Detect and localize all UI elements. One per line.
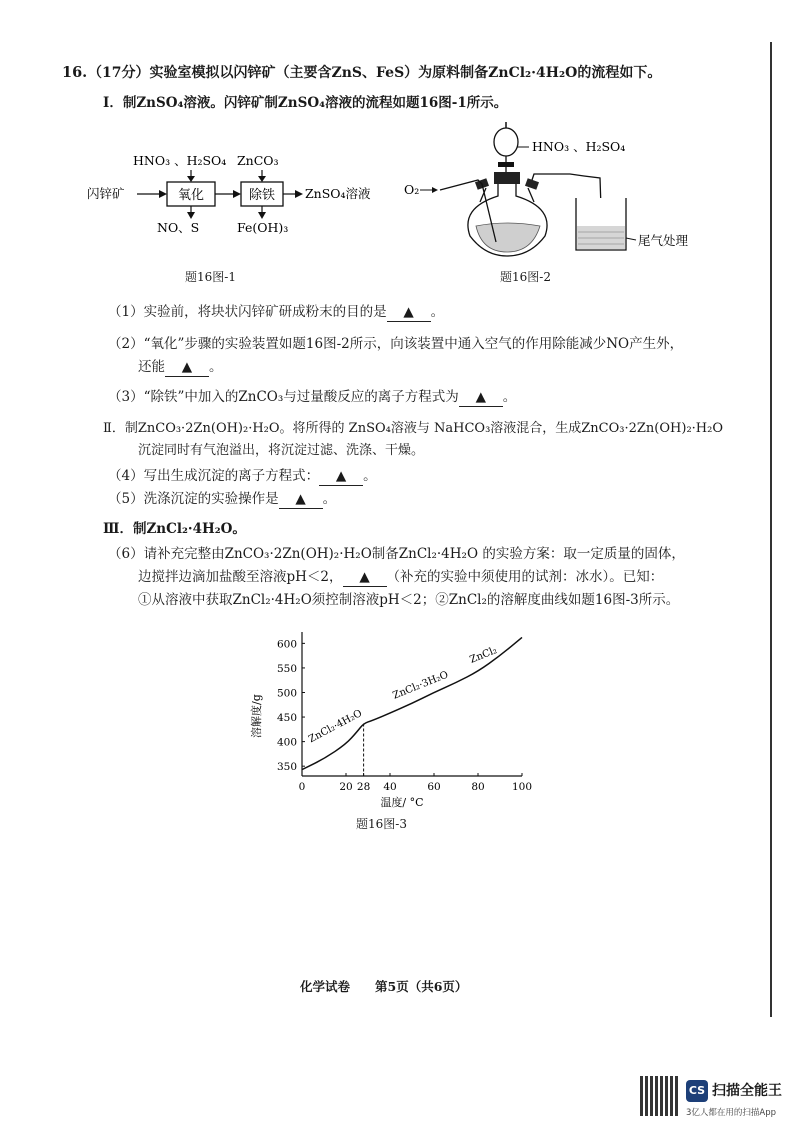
chart-x-tick-label: 60 (427, 781, 441, 793)
chart-annotation: ZnCl₂·3H₂O (391, 669, 450, 702)
chart-y-tick-label: 550 (276, 662, 297, 675)
part3-title: Ⅲ．制ZnCl₂·4H₂O。 (103, 521, 246, 537)
question-2-line2: 还能 ▲ 。 (138, 359, 223, 375)
flow-box-remove-fe-label: 除铁 (248, 188, 276, 203)
flow-input: 闪锌矿 (87, 186, 125, 201)
chart-annotation: ZnCl₂·4H₂O (307, 707, 365, 746)
chart-xlabel: 温度/ °C (380, 796, 424, 808)
flow-output: ZnSO₄溶液 (305, 186, 371, 201)
chart-x-tick-label: 28 (356, 781, 371, 793)
page-footer: 化学试卷 第5页（共6页） (300, 979, 468, 994)
chart-x-tick-label: 0 (298, 781, 306, 793)
chart-y-tick-label: 400 (276, 736, 297, 749)
question-1: （1）实验前，将块状闪锌矿研成粉末的目的是 ▲ 。 (108, 304, 445, 320)
figure3-caption: 题16图-3 (356, 817, 407, 831)
question-6-line2: 边搅拌边滴加盐酸至溶液pH＜2， ▲ （补充的实验中须使用的试剂：冰水）。已知： (138, 569, 664, 585)
question-header: （17分）实验室模拟以闪锌矿（主要含ZnS、FeS）为原料制备ZnCl₂·4H₂O的流程如下。 (88, 65, 662, 81)
apparatus-funnel-label: HNO₃ 、H₂SO₄ (532, 139, 626, 154)
solubility-chart (240, 628, 540, 808)
chart-y-tick-label: 600 (276, 638, 297, 651)
answer-blank-5[interactable]: ▲ (279, 490, 323, 509)
watermark-tagline: 3亿人都在用的扫描App (686, 1108, 777, 1118)
flow-byproduct-oxidize: NO、S (157, 220, 200, 235)
binding-margin-line (770, 42, 772, 1017)
part2-line2: 沉淀同时有气泡溢出，将沉淀过滤、洗涤、干燥。 (138, 443, 425, 458)
camscanner-logo-icon: CS (686, 1080, 708, 1102)
watermark-app-name: 扫描全能王 (712, 1083, 782, 1099)
tail-gas-beaker (576, 198, 626, 250)
figure2-caption: 题16图-2 (500, 270, 551, 284)
chart-y-tick-label: 500 (276, 687, 297, 700)
apparatus-figure (400, 118, 720, 258)
apparatus-tail-gas: 尾气处理 (638, 233, 689, 248)
figure1-caption: 题16图-1 (185, 270, 236, 284)
apparatus-gas-in: O₂ (404, 182, 420, 197)
answer-blank-2[interactable]: ▲ (165, 358, 209, 377)
flowchart-figure (85, 150, 405, 240)
three-neck-flask (468, 178, 547, 256)
chart-x-tick-label: 80 (471, 781, 485, 793)
question-number: 16. (62, 64, 88, 81)
answer-blank-4[interactable]: ▲ (319, 467, 363, 486)
chart-x-tick-label: 20 (339, 781, 353, 793)
chart-ylabel: 溶解度/g (250, 694, 263, 738)
question-4: （4）写出生成沉淀的离子方程式： ▲ 。 (108, 468, 377, 484)
part2-line1: Ⅱ．制ZnCO₃·2Zn(OH)₂·H₂O。将所得的 ZnSO₄溶液与 NaHCO₃溶液混合，生成ZnCO₃·2Zn(OH)₂·H₂O (103, 421, 723, 436)
qr-code-icon (640, 1076, 680, 1116)
answer-blank-6[interactable]: ▲ (343, 568, 387, 587)
flow-reagents-oxidize: HNO₃ 、H₂SO₄ (133, 153, 227, 168)
question-5: （5）洗涤沉淀的实验操作是 ▲ 。 (108, 491, 337, 507)
question-6-line3: ①从溶液中获取ZnCl₂·4H₂O须控制溶液pH＜2；②ZnCl₂的溶解度曲线如题16图-3所示。 (138, 592, 680, 608)
flow-byproduct-remove-fe: Fe(OH)₃ (237, 220, 289, 235)
chart-x-tick-label: 100 (511, 781, 533, 793)
question-2-line1: （2）“氧化”步骤的实验装置如题16图-2所示，向该装置中通入空气的作用除能减少NO产生外， (108, 336, 684, 352)
part1-title: Ⅰ．制ZnSO₄溶液。闪锌矿制ZnSO₄溶液的流程如题16图-1所示。 (103, 95, 508, 111)
question-6-line1: （6）请补充完整由ZnCO₃·2Zn(OH)₂·H₂O制备ZnCl₂·4H₂O 的实验方案：取一定质量的固体， (108, 546, 685, 562)
answer-blank-3[interactable]: ▲ (459, 388, 503, 407)
dropping-funnel (494, 122, 518, 176)
question-3: （3）“除铁”中加入的ZnCO₃与过量酸反应的离子方程式为 ▲ 。 (108, 389, 517, 405)
flow-reagent-remove-fe: ZnCO₃ (237, 153, 279, 168)
chart-x-tick-label: 40 (383, 781, 397, 793)
answer-blank-1[interactable]: ▲ (387, 303, 431, 322)
chart-y-tick-label: 350 (276, 761, 297, 774)
chart-annotation: ZnCl₂ (468, 645, 499, 666)
chart-y-tick-label: 450 (276, 712, 297, 725)
flow-box-oxidize-label: 氧化 (177, 188, 205, 203)
